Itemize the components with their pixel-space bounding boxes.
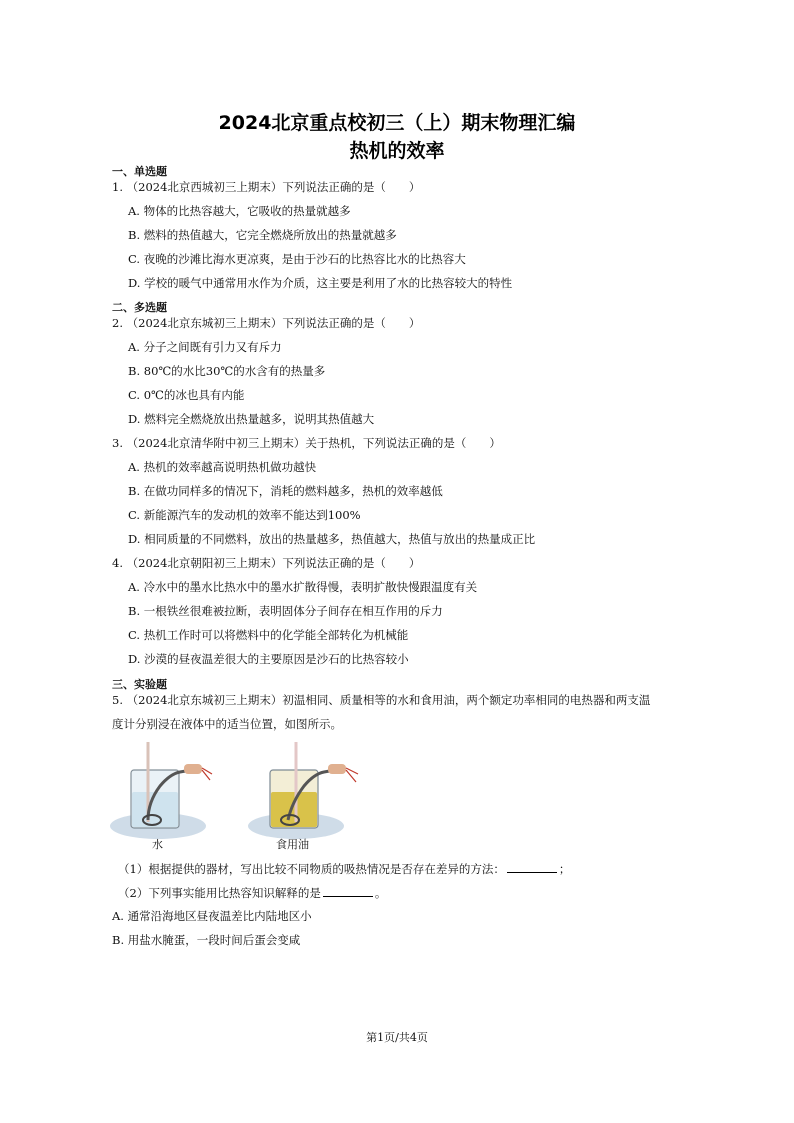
page-title: 2024北京重点校初三（上）期末物理汇编 (218, 112, 576, 134)
question-5-sub1 (118, 860, 570, 877)
heater-oil-plug (328, 764, 346, 774)
question-3-option-d: D. 相同质量的不同燃料，放出的热量越多，热值越大，热值与放出的热量成正比 (128, 532, 536, 546)
beaker-water-liquid (132, 792, 178, 827)
question-3-option-c: C. 新能源汽车的发动机的效率不能达到100% (128, 508, 361, 522)
question-5-stem-line1: 5. （2024北京东城初三上期末）初温相同、质量相等的水和食用油，两个额定功率相同的电热器和两支温 (112, 693, 651, 707)
question-1-stem: 1. （2024北京西城初三上期末）下列说法正确的是（ ） (112, 180, 421, 194)
question-4-option-c: C. 热机工作时可以将燃料中的化学能全部转化为机械能 (128, 628, 409, 642)
question-1-option-b: B. 燃料的热值越大，它完全燃烧所放出的热量就越多 (128, 228, 397, 242)
heater-water-plug (184, 764, 202, 774)
caption-oil: 食用油 (276, 838, 309, 851)
question-5-sub1-text: （1）根据提供的器材，写出比较不同物质的吸热情况是否存在差异的方法： (118, 862, 505, 876)
question-4-option-a: A. 冷水中的墨水比热水中的墨水扩散得慢，表明扩散快慢跟温度有关 (128, 580, 478, 594)
beaker-oil-figure (244, 740, 364, 840)
page-subtitle: 热机的效率 (349, 140, 445, 162)
question-2-option-c: C. 0℃的冰也具有内能 (128, 388, 245, 402)
beaker-oil-liquid (271, 792, 317, 827)
heater-oil-wire (346, 768, 358, 782)
question-3-option-a: A. 热机的效率越高说明热机做功越快 (128, 460, 317, 474)
answer-blank-2[interactable] (323, 884, 373, 897)
question-4-option-b: B. 一根铁丝很难被拉断，表明固体分子间存在相互作用的斥力 (128, 604, 443, 618)
question-2-stem: 2. （2024北京东城初三上期末）下列说法正确的是（ ） (112, 316, 421, 330)
question-5-option-b: B. 用盐水腌蛋，一段时间后蛋会变咸 (112, 933, 301, 947)
question-2-option-a: A. 分子之间既有引力又有斥力 (128, 340, 282, 354)
question-5-stem-line2: 度计分别浸在液体中的适当位置，如图所示。 (112, 717, 342, 731)
section-experiment: 三、实验题 (112, 678, 167, 691)
beaker-water-figure (108, 740, 216, 840)
caption-water: 水 (152, 838, 163, 851)
question-1-option-a: A. 物体的比热容越大，它吸收的热量就越多 (128, 204, 351, 218)
section-single-choice: 一、单选题 (112, 165, 167, 178)
question-5-sub2-text: （2）下列事实能用比热容知识解释的是 (118, 886, 321, 900)
question-1-option-d: D. 学校的暖气中通常用水作为介质，这主要是利用了水的比热容较大的特性 (128, 276, 513, 290)
question-3-stem: 3. （2024北京清华附中初三上期末）关于热机，下列说法正确的是（ ） (112, 436, 501, 450)
question-5-sub2 (118, 884, 386, 901)
question-5-option-a: A. 通常沿海地区昼夜温差比内陆地区小 (112, 909, 312, 923)
heater-water-wire (202, 768, 212, 780)
question-5-sub1-end: ； (558, 862, 571, 876)
page-footer: 第1页/共4页 (366, 1031, 428, 1044)
question-3-option-b: B. 在做功同样多的情况下，消耗的燃料越多，热机的效率越低 (128, 484, 443, 498)
answer-blank-1[interactable] (507, 860, 557, 873)
question-1-option-c: C. 夜晚的沙滩比海水更凉爽，是由于沙石的比热容比水的比热容大 (128, 252, 466, 266)
question-2-option-d: D. 燃料完全燃烧放出热量越多，说明其热值越大 (128, 412, 375, 426)
question-5-sub2-end: 。 (374, 886, 387, 900)
section-multi-choice: 二、多选题 (112, 301, 167, 314)
question-4-stem: 4. （2024北京朝阳初三上期末）下列说法正确的是（ ） (112, 556, 421, 570)
question-2-option-b: B. 80℃的水比30℃的水含有的热量多 (128, 364, 326, 378)
question-4-option-d: D. 沙漠的昼夜温差很大的主要原因是沙石的比热容较小 (128, 652, 409, 666)
